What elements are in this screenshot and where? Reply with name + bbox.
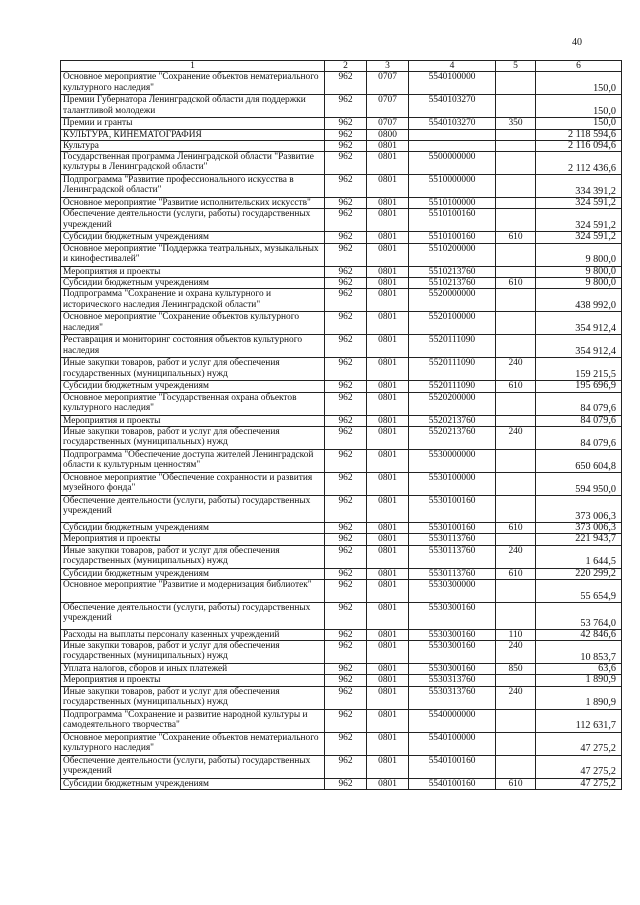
table-row bbox=[61, 72, 622, 95]
table-row bbox=[61, 266, 622, 277]
row-amount: 53 764,0 bbox=[536, 602, 622, 629]
row-ministry-code: 962 bbox=[325, 118, 367, 129]
row-ministry-code: 962 bbox=[325, 278, 367, 289]
row-target-code: 5530313760 bbox=[409, 675, 496, 686]
row-target-code: 5510000000 bbox=[409, 175, 496, 198]
row-expense-type: 240 bbox=[496, 641, 536, 664]
row-expense-type bbox=[496, 579, 536, 602]
row-expense-type: 610 bbox=[496, 278, 536, 289]
row-target-code: 5540100000 bbox=[409, 732, 496, 755]
row-ministry-code: 962 bbox=[325, 175, 367, 198]
row-expense-type bbox=[496, 415, 536, 426]
row-name: Обеспечение деятельности (услуги, работы) государственных учреждений bbox=[61, 209, 325, 232]
table-row bbox=[61, 664, 622, 675]
row-amount: 42 846,6 bbox=[536, 629, 622, 640]
row-target-code: 5520100000 bbox=[409, 312, 496, 335]
row-name: Премии и гранты bbox=[61, 118, 325, 129]
row-target-code bbox=[409, 140, 496, 151]
row-amount: 2 112 436,6 bbox=[536, 152, 622, 175]
row-name: Обеспечение деятельности (услуги, работы) государственных учреждений bbox=[61, 602, 325, 629]
row-target-code: 5530300000 bbox=[409, 579, 496, 602]
row-section-code: 0801 bbox=[367, 415, 409, 426]
row-target-code: 5520111090 bbox=[409, 381, 496, 392]
row-ministry-code: 962 bbox=[325, 778, 367, 789]
table-row bbox=[61, 278, 622, 289]
row-amount: 220 299,2 bbox=[536, 568, 622, 579]
row-amount: 84 079,6 bbox=[536, 415, 622, 426]
table-row bbox=[61, 243, 622, 266]
row-section-code: 0801 bbox=[367, 278, 409, 289]
row-amount: 221 943,7 bbox=[536, 534, 622, 545]
row-expense-type bbox=[496, 495, 536, 522]
row-ministry-code: 962 bbox=[325, 579, 367, 602]
row-ministry-code: 962 bbox=[325, 140, 367, 151]
row-ministry-code: 962 bbox=[325, 472, 367, 495]
row-name: Основное мероприятие "Обеспечение сохранности и развития музейного фонда" bbox=[61, 472, 325, 495]
row-amount: 650 604,8 bbox=[536, 449, 622, 472]
row-section-code: 0801 bbox=[367, 641, 409, 664]
row-amount: 9 800,0 bbox=[536, 266, 622, 277]
row-name: Субсидии бюджетным учреждениям bbox=[61, 522, 325, 533]
row-name: Основное мероприятие "Сохранение объектов нематериального культурного наследия" bbox=[61, 72, 325, 95]
row-expense-type: 240 bbox=[496, 545, 536, 568]
row-target-code: 5510213760 bbox=[409, 278, 496, 289]
row-name: Расходы на выплаты персоналу казенных учреждений bbox=[61, 629, 325, 640]
row-ministry-code: 962 bbox=[325, 289, 367, 312]
row-expense-type bbox=[496, 175, 536, 198]
row-amount: 195 696,9 bbox=[536, 381, 622, 392]
row-amount: 324 591,2 bbox=[536, 232, 622, 243]
row-section-code: 0801 bbox=[367, 732, 409, 755]
row-name: Государственная программа Ленинградской области "Развитие культуры в Ленинградской области" bbox=[61, 152, 325, 175]
row-ministry-code: 962 bbox=[325, 198, 367, 209]
row-expense-type: 240 bbox=[496, 686, 536, 709]
row-target-code: 5540100000 bbox=[409, 72, 496, 95]
row-expense-type bbox=[496, 129, 536, 140]
row-name: Премии Губернатора Ленинградской области для поддержки талантливой молодежи bbox=[61, 95, 325, 118]
row-amount: 2 118 594,6 bbox=[536, 129, 622, 140]
row-ministry-code: 962 bbox=[325, 232, 367, 243]
table-row bbox=[61, 732, 622, 755]
row-ministry-code: 962 bbox=[325, 522, 367, 533]
table-row bbox=[61, 755, 622, 778]
row-name: Иные закупки товаров, работ и услуг для обеспечения государственных (муниципальных) нужд bbox=[61, 641, 325, 664]
row-section-code: 0707 bbox=[367, 72, 409, 95]
row-ministry-code: 962 bbox=[325, 392, 367, 415]
budget-table bbox=[60, 60, 622, 790]
row-name: Иные закупки товаров, работ и услуг для обеспечения государственных (муниципальных) нужд bbox=[61, 545, 325, 568]
row-ministry-code: 962 bbox=[325, 755, 367, 778]
table-row bbox=[61, 426, 622, 449]
row-amount: 324 591,2 bbox=[536, 198, 622, 209]
row-name: Основное мероприятие "Государственная охрана объектов культурного наследия" bbox=[61, 392, 325, 415]
table-row bbox=[61, 312, 622, 335]
header-cell: 5 bbox=[496, 61, 536, 72]
row-name: Реставрация и мониторинг состояния объектов культурного наследия bbox=[61, 335, 325, 358]
row-amount: 150,0 bbox=[536, 95, 622, 118]
row-target-code: 5510100000 bbox=[409, 198, 496, 209]
row-expense-type: 110 bbox=[496, 629, 536, 640]
row-amount: 84 079,6 bbox=[536, 426, 622, 449]
row-amount: 1 890,9 bbox=[536, 675, 622, 686]
row-amount: 594 950,0 bbox=[536, 472, 622, 495]
row-section-code: 0801 bbox=[367, 140, 409, 151]
row-section-code: 0801 bbox=[367, 495, 409, 522]
row-name: Основное мероприятие "Сохранение объектов нематериального культурного наследия" bbox=[61, 732, 325, 755]
row-expense-type bbox=[496, 534, 536, 545]
row-expense-type bbox=[496, 243, 536, 266]
row-ministry-code: 962 bbox=[325, 426, 367, 449]
row-section-code: 0801 bbox=[367, 449, 409, 472]
row-ministry-code: 962 bbox=[325, 629, 367, 640]
row-target-code: 5540000000 bbox=[409, 709, 496, 732]
row-ministry-code: 962 bbox=[325, 568, 367, 579]
row-ministry-code: 962 bbox=[325, 243, 367, 266]
row-name: Культура bbox=[61, 140, 325, 151]
table-row bbox=[61, 415, 622, 426]
row-section-code: 0801 bbox=[367, 358, 409, 381]
row-name: Субсидии бюджетным учреждениям bbox=[61, 381, 325, 392]
row-expense-type bbox=[496, 472, 536, 495]
row-section-code: 0801 bbox=[367, 289, 409, 312]
row-expense-type bbox=[496, 602, 536, 629]
table-row bbox=[61, 392, 622, 415]
row-name: Основное мероприятие "Развитие исполнительских искусств" bbox=[61, 198, 325, 209]
row-target-code: 5530100000 bbox=[409, 472, 496, 495]
row-ministry-code: 962 bbox=[325, 641, 367, 664]
row-expense-type: 610 bbox=[496, 232, 536, 243]
row-expense-type: 610 bbox=[496, 381, 536, 392]
table-row bbox=[61, 358, 622, 381]
row-target-code: 5510213760 bbox=[409, 266, 496, 277]
row-ministry-code: 962 bbox=[325, 449, 367, 472]
row-section-code: 0801 bbox=[367, 675, 409, 686]
row-amount: 150,0 bbox=[536, 72, 622, 95]
row-section-code: 0707 bbox=[367, 118, 409, 129]
row-section-code: 0801 bbox=[367, 152, 409, 175]
row-name: Основное мероприятие "Развитие и модернизация библиотек" bbox=[61, 579, 325, 602]
row-amount: 9 800,0 bbox=[536, 243, 622, 266]
row-target-code: 5510100160 bbox=[409, 232, 496, 243]
row-section-code: 0801 bbox=[367, 472, 409, 495]
header-cell: 1 bbox=[61, 61, 325, 72]
row-ministry-code: 962 bbox=[325, 129, 367, 140]
row-target-code: 5540103270 bbox=[409, 118, 496, 129]
row-expense-type bbox=[496, 335, 536, 358]
table-row bbox=[61, 381, 622, 392]
row-amount: 438 992,0 bbox=[536, 289, 622, 312]
row-target-code: 5520000000 bbox=[409, 289, 496, 312]
table-row bbox=[61, 534, 622, 545]
row-amount: 47 275,2 bbox=[536, 778, 622, 789]
row-section-code: 0801 bbox=[367, 243, 409, 266]
row-section-code: 0801 bbox=[367, 522, 409, 533]
table-row bbox=[61, 545, 622, 568]
row-target-code: 5530000000 bbox=[409, 449, 496, 472]
row-expense-type: 610 bbox=[496, 778, 536, 789]
row-target-code: 5530313760 bbox=[409, 686, 496, 709]
row-expense-type bbox=[496, 675, 536, 686]
table-row bbox=[61, 175, 622, 198]
row-ministry-code: 962 bbox=[325, 95, 367, 118]
row-expense-type bbox=[496, 312, 536, 335]
table-row bbox=[61, 472, 622, 495]
table-row bbox=[61, 232, 622, 243]
row-amount: 159 215,5 bbox=[536, 358, 622, 381]
row-target-code bbox=[409, 129, 496, 140]
row-expense-type: 610 bbox=[496, 522, 536, 533]
row-name: Подпрограмма "Развитие профессионального искусства в Ленинградской области" bbox=[61, 175, 325, 198]
row-target-code: 5540100160 bbox=[409, 778, 496, 789]
row-amount: 150,0 bbox=[536, 118, 622, 129]
table-row bbox=[61, 709, 622, 732]
header-cell: 6 bbox=[536, 61, 622, 72]
row-name: Субсидии бюджетным учреждениям bbox=[61, 278, 325, 289]
row-expense-type bbox=[496, 732, 536, 755]
row-name: Мероприятия и проекты bbox=[61, 415, 325, 426]
row-target-code: 5520111090 bbox=[409, 358, 496, 381]
table-row bbox=[61, 129, 622, 140]
row-ministry-code: 962 bbox=[325, 534, 367, 545]
page-number: 40 bbox=[572, 37, 582, 48]
row-ministry-code: 962 bbox=[325, 415, 367, 426]
row-section-code: 0801 bbox=[367, 602, 409, 629]
table-row bbox=[61, 675, 622, 686]
row-section-code: 0801 bbox=[367, 312, 409, 335]
table-row bbox=[61, 140, 622, 151]
row-name: Подпрограмма "Обеспечение доступа жителей Ленинградской области к культурным ценностям" bbox=[61, 449, 325, 472]
row-section-code: 0801 bbox=[367, 232, 409, 243]
row-name: Обеспечение деятельности (услуги, работы) государственных учреждений bbox=[61, 495, 325, 522]
row-expense-type bbox=[496, 198, 536, 209]
row-target-code: 5530113760 bbox=[409, 568, 496, 579]
table-row bbox=[61, 289, 622, 312]
row-expense-type: 240 bbox=[496, 358, 536, 381]
row-expense-type bbox=[496, 392, 536, 415]
row-name: Субсидии бюджетным учреждениям bbox=[61, 778, 325, 789]
row-name: Мероприятия и проекты bbox=[61, 675, 325, 686]
header-cell: 2 bbox=[325, 61, 367, 72]
row-target-code: 5500000000 bbox=[409, 152, 496, 175]
row-target-code: 5510100160 bbox=[409, 209, 496, 232]
table-row bbox=[61, 95, 622, 118]
row-name: Субсидии бюджетным учреждениям bbox=[61, 232, 325, 243]
row-section-code: 0801 bbox=[367, 545, 409, 568]
row-name: Иные закупки товаров, работ и услуг для обеспечения государственных (муниципальных) нужд bbox=[61, 358, 325, 381]
row-name: Мероприятия и проекты bbox=[61, 534, 325, 545]
row-section-code: 0801 bbox=[367, 534, 409, 545]
row-ministry-code: 962 bbox=[325, 709, 367, 732]
table-row bbox=[61, 335, 622, 358]
row-ministry-code: 962 bbox=[325, 72, 367, 95]
row-name: Уплата налогов, сборов и иных платежей bbox=[61, 664, 325, 675]
row-target-code: 5530113760 bbox=[409, 545, 496, 568]
row-section-code: 0801 bbox=[367, 266, 409, 277]
row-name: Основное мероприятие "Сохранение объектов культурного наследия" bbox=[61, 312, 325, 335]
row-name: Основное мероприятие "Поддержка театральных, музыкальных и кинофестивалей" bbox=[61, 243, 325, 266]
row-section-code: 0801 bbox=[367, 175, 409, 198]
row-amount: 334 391,2 bbox=[536, 175, 622, 198]
row-target-code: 5530300160 bbox=[409, 602, 496, 629]
row-name: Мероприятия и проекты bbox=[61, 266, 325, 277]
row-expense-type bbox=[496, 95, 536, 118]
row-target-code: 5520213760 bbox=[409, 415, 496, 426]
row-section-code: 0801 bbox=[367, 664, 409, 675]
row-expense-type bbox=[496, 709, 536, 732]
row-section-code: 0801 bbox=[367, 392, 409, 415]
row-section-code: 0801 bbox=[367, 335, 409, 358]
row-ministry-code: 962 bbox=[325, 266, 367, 277]
row-section-code: 0707 bbox=[367, 95, 409, 118]
row-expense-type: 240 bbox=[496, 426, 536, 449]
row-amount: 9 800,0 bbox=[536, 278, 622, 289]
table-row bbox=[61, 579, 622, 602]
row-section-code: 0801 bbox=[367, 778, 409, 789]
table-row bbox=[61, 602, 622, 629]
row-target-code: 5530113760 bbox=[409, 534, 496, 545]
row-expense-type: 350 bbox=[496, 118, 536, 129]
row-ministry-code: 962 bbox=[325, 664, 367, 675]
table-row bbox=[61, 686, 622, 709]
row-target-code: 5530300160 bbox=[409, 641, 496, 664]
table-row bbox=[61, 629, 622, 640]
row-name: Подпрограмма "Сохранение и развитие народной культуры и самодеятельного творчества" bbox=[61, 709, 325, 732]
row-target-code: 5530300160 bbox=[409, 664, 496, 675]
row-name: Иные закупки товаров, работ и услуг для обеспечения государственных (муниципальных) нужд bbox=[61, 426, 325, 449]
row-ministry-code: 962 bbox=[325, 358, 367, 381]
row-amount: 84 079,6 bbox=[536, 392, 622, 415]
row-amount: 47 275,2 bbox=[536, 732, 622, 755]
table-row bbox=[61, 209, 622, 232]
row-expense-type: 850 bbox=[496, 664, 536, 675]
header-cell: 4 bbox=[409, 61, 496, 72]
row-target-code: 5520111090 bbox=[409, 335, 496, 358]
table-row bbox=[61, 778, 622, 789]
row-expense-type bbox=[496, 266, 536, 277]
row-ministry-code: 962 bbox=[325, 495, 367, 522]
row-target-code: 5530100160 bbox=[409, 522, 496, 533]
row-ministry-code: 962 bbox=[325, 209, 367, 232]
row-section-code: 0801 bbox=[367, 209, 409, 232]
row-amount: 55 654,9 bbox=[536, 579, 622, 602]
row-ministry-code: 962 bbox=[325, 675, 367, 686]
row-name: Подпрограмма "Сохранение и охрана культурного и исторического наследия Ленинградской области" bbox=[61, 289, 325, 312]
row-expense-type: 610 bbox=[496, 568, 536, 579]
row-expense-type bbox=[496, 140, 536, 151]
row-ministry-code: 962 bbox=[325, 602, 367, 629]
row-ministry-code: 962 bbox=[325, 545, 367, 568]
row-expense-type bbox=[496, 755, 536, 778]
row-amount: 354 912,4 bbox=[536, 312, 622, 335]
row-section-code: 0801 bbox=[367, 381, 409, 392]
row-amount: 63,6 bbox=[536, 664, 622, 675]
row-section-code: 0801 bbox=[367, 629, 409, 640]
row-amount: 354 912,4 bbox=[536, 335, 622, 358]
row-amount: 373 006,3 bbox=[536, 495, 622, 522]
row-ministry-code: 962 bbox=[325, 732, 367, 755]
row-section-code: 0801 bbox=[367, 686, 409, 709]
table-row bbox=[61, 568, 622, 579]
row-name: Иные закупки товаров, работ и услуг для обеспечения государственных (муниципальных) нужд bbox=[61, 686, 325, 709]
header-cell: 3 bbox=[367, 61, 409, 72]
row-amount: 324 591,2 bbox=[536, 209, 622, 232]
row-target-code: 5540103270 bbox=[409, 95, 496, 118]
row-section-code: 0801 bbox=[367, 709, 409, 732]
row-amount: 373 006,3 bbox=[536, 522, 622, 533]
row-amount: 10 853,7 bbox=[536, 641, 622, 664]
row-name: Субсидии бюджетным учреждениям bbox=[61, 568, 325, 579]
row-ministry-code: 962 bbox=[325, 381, 367, 392]
row-section-code: 0800 bbox=[367, 129, 409, 140]
row-name: КУЛЬТУРА, КИНЕМАТОГРАФИЯ bbox=[61, 129, 325, 140]
row-target-code: 5540100160 bbox=[409, 755, 496, 778]
row-amount: 112 631,7 bbox=[536, 709, 622, 732]
row-ministry-code: 962 bbox=[325, 152, 367, 175]
table-row bbox=[61, 118, 622, 129]
table-row bbox=[61, 641, 622, 664]
table-row bbox=[61, 152, 622, 175]
row-amount: 47 275,2 bbox=[536, 755, 622, 778]
row-name: Обеспечение деятельности (услуги, работы) государственных учреждений bbox=[61, 755, 325, 778]
row-amount: 1 644,5 bbox=[536, 545, 622, 568]
row-expense-type bbox=[496, 289, 536, 312]
row-ministry-code: 962 bbox=[325, 312, 367, 335]
row-expense-type bbox=[496, 209, 536, 232]
row-section-code: 0801 bbox=[367, 568, 409, 579]
table-row bbox=[61, 449, 622, 472]
row-section-code: 0801 bbox=[367, 198, 409, 209]
row-target-code: 5520213760 bbox=[409, 426, 496, 449]
row-expense-type bbox=[496, 152, 536, 175]
row-target-code: 5530100160 bbox=[409, 495, 496, 522]
row-target-code: 5510200000 bbox=[409, 243, 496, 266]
row-section-code: 0801 bbox=[367, 755, 409, 778]
table-row bbox=[61, 198, 622, 209]
row-target-code: 5530300160 bbox=[409, 629, 496, 640]
table-header-row bbox=[61, 61, 622, 72]
row-section-code: 0801 bbox=[367, 579, 409, 602]
row-ministry-code: 962 bbox=[325, 686, 367, 709]
row-target-code: 5520200000 bbox=[409, 392, 496, 415]
table-row bbox=[61, 495, 622, 522]
row-expense-type bbox=[496, 72, 536, 95]
row-amount: 2 116 094,6 bbox=[536, 140, 622, 151]
row-expense-type bbox=[496, 449, 536, 472]
row-amount: 1 890,9 bbox=[536, 686, 622, 709]
row-ministry-code: 962 bbox=[325, 335, 367, 358]
table-row bbox=[61, 522, 622, 533]
row-section-code: 0801 bbox=[367, 426, 409, 449]
